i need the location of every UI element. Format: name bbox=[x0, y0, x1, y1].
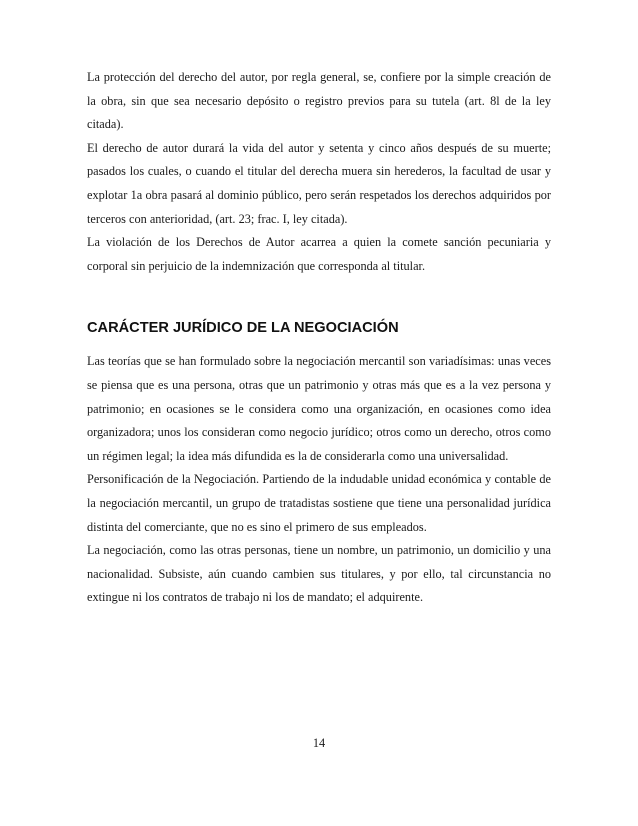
section-heading: CARÁCTER JURÍDICO DE LA NEGOCIACIÓN bbox=[87, 320, 399, 337]
document-page bbox=[87, 66, 551, 610]
paragraph-negotiation-attributes: La negociación, como las otras personas, tiene un nombre, un patrimonio, un domicilio y una nacionalidad. Subsiste, aún cuando cambien sus titulares, y por ello, tal circunstancia no extingue ni los contratos de trabajo ni los de mandato; el adquirente. bbox=[87, 543, 551, 605]
paragraph-theories: Las teorías que se han formulado sobre la negociación mercantil son variadísimas: unas veces se piensa que es una persona, otras que un patrimonio y otras más que es a la vez persona y patrimonio; en ocasiones se le considera como una organización, en ocasiones como idea organizadora; unos los consideran como negocio jurídico; otros como un derecho, otros como un régimen legal; la idea más difundida es la de considerarla como una universalidad. bbox=[87, 354, 551, 463]
paragraph-copyright-protection: La protección del derecho del autor, por regla general, se, confiere por la simple creación de la obra, sin que sea necesario depósito o registro previos para su tutela (art. 8l de la ley citada). bbox=[87, 70, 551, 132]
paragraph-copyright-duration: El derecho de autor durará la vida del autor y setenta y cinco años después de su muerte; pasados los cuales, o cuando el titular del derecha muera sin herederos, la facultad de usar y explotar 1a obra pasará al dominio público, pero serán respetados los derechos adquiridos por terceros con anterioridad, (art. 23; frac. I, ley citada). bbox=[87, 140, 551, 226]
paragraph-copyright-violation: La violación de los Derechos de Autor acarrea a quien la comete sanción pecuniaria y corporal sin perjuicio de la indemnización que corresponda al titular. bbox=[87, 235, 551, 273]
paragraph-personification: Personificación de la Negociación. Partiendo de la indudable unidad económica y contable de la negociación mercantil, un grupo de tratadistas sostiene que tiene una personalidad jurídica distinta del comerciante, que no es sino el primero de sus empleados. bbox=[87, 472, 551, 534]
page-number: 14 bbox=[312, 736, 326, 750]
